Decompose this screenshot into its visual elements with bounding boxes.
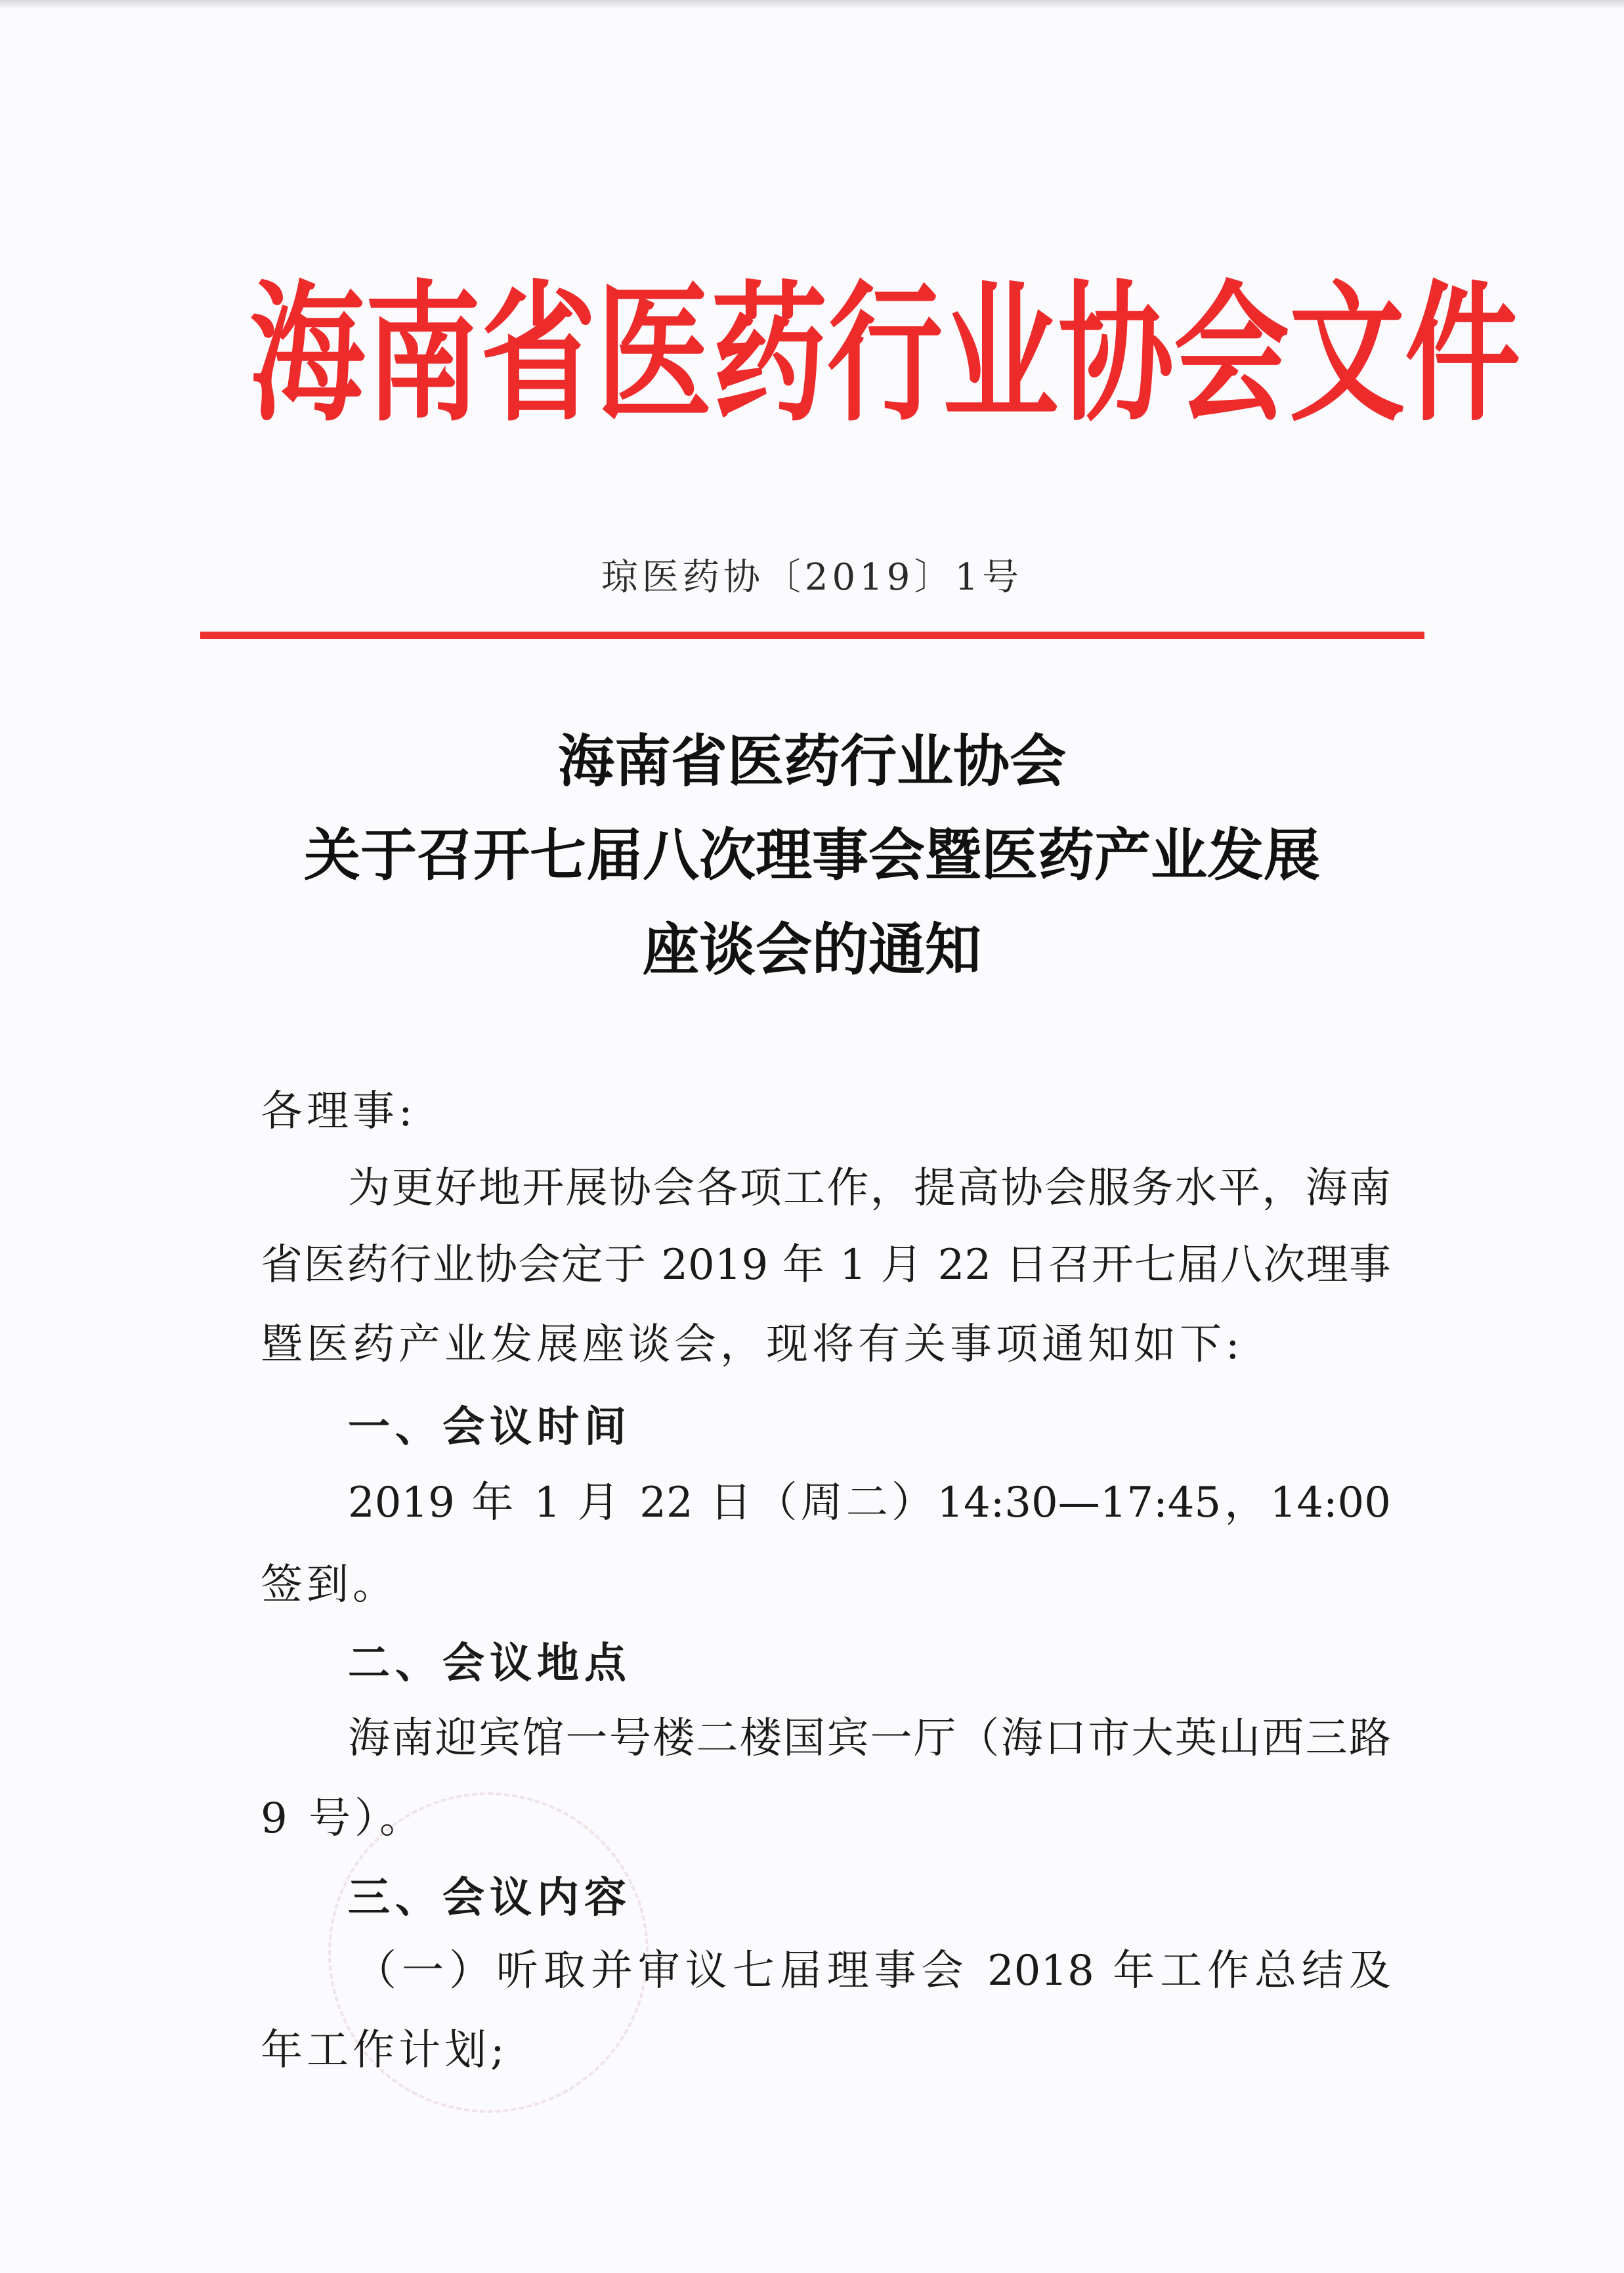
body-line: 2019 年 1 月 22 日（周二）14:30—17:45，14:00 <box>348 1479 1391 1527</box>
red-divider <box>200 632 1424 639</box>
body-line: 为更好地开展协会各项工作，提高协会服务水平，海南 <box>348 1164 1391 1213</box>
salutation: 各理事: <box>261 1087 417 1136</box>
body-line: 签到。 <box>261 1561 398 1609</box>
body-line: （一）听取并审议七届理事会 2018 年工作总结及 <box>354 1947 1391 1995</box>
header-char: 药 <box>712 265 828 442</box>
section-heading-time: 一、会议时间 <box>348 1402 631 1452</box>
issuer-red-header <box>249 256 1521 442</box>
title-line-3: 座谈会的通知 <box>643 917 981 983</box>
header-char: 行 <box>827 265 943 442</box>
header-char: 协 <box>1058 265 1174 442</box>
body-line: 暨医药产业发展座谈会，现将有关事项通知如下: <box>261 1320 1244 1369</box>
header-char: 文 <box>1289 265 1405 442</box>
header-char: 业 <box>943 265 1059 442</box>
document-number: 琼医药协〔2019〕1号 <box>601 556 1023 599</box>
header-char: 件 <box>1405 265 1521 442</box>
header-char: 省 <box>481 265 597 442</box>
title-line-1: 海南省医药行业协会 <box>558 728 1066 794</box>
header-char: 会 <box>1174 265 1290 442</box>
scan-edge <box>0 0 1624 9</box>
body-line: 省医药行业协会定于 2019 年 1 月 22 日召开七届八次理事 <box>261 1241 1391 1289</box>
section-heading-location: 二、会议地点 <box>348 1639 631 1688</box>
header-char: 海 <box>249 265 366 442</box>
section-heading-content: 三、会议内容 <box>348 1873 631 1922</box>
title-line-2: 关于召开七届八次理事会暨医药产业发展 <box>304 822 1320 888</box>
body-line: 海南迎宾馆一号楼二楼国宾一厅（海口市大英山西三路 <box>348 1714 1391 1763</box>
body-line: 年工作计划; <box>261 2026 509 2075</box>
header-char: 医 <box>596 265 712 442</box>
header-char: 南 <box>365 265 481 442</box>
body-line: 9 号）。 <box>261 1794 426 1843</box>
